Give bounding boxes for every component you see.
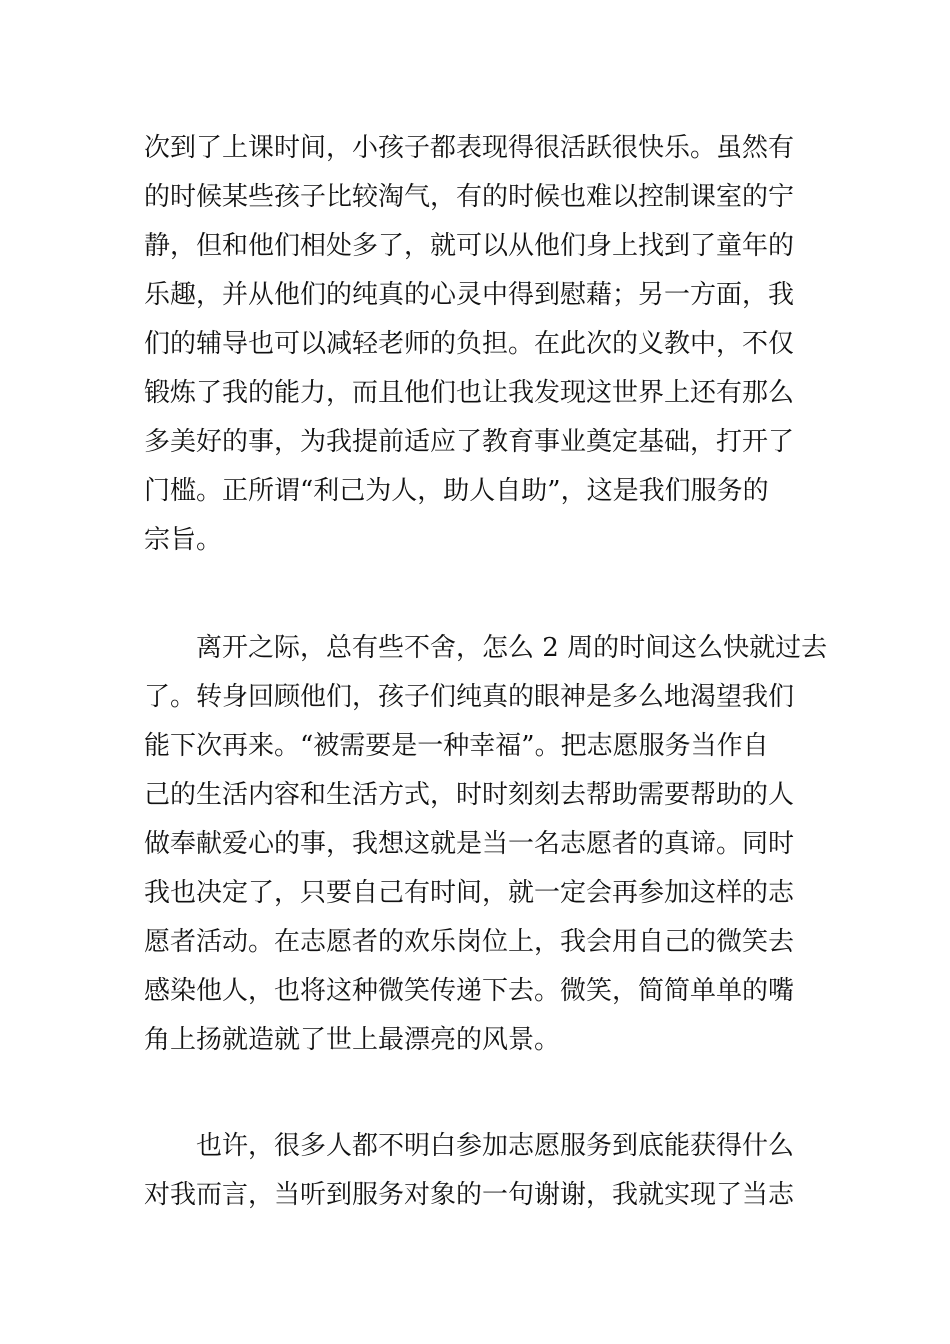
text-line: 做奉献爱心的事，我想这就是当一名志愿者的真谛。同时 xyxy=(144,829,795,859)
text-line: 宗旨。 xyxy=(144,525,223,555)
text-line: 乐趣，并从他们的纯真的心灵中得到慰藉；另一方面，我 xyxy=(144,280,795,310)
text-line: 我也决定了，只要自己有时间，就一定会再参加这样的志 xyxy=(144,878,795,908)
text-line: 角上扬就造就了世上最漂亮的风景。 xyxy=(144,1025,561,1055)
text-line: 己的生活内容和生活方式，时时刻刻去帮助需要帮助的人 xyxy=(144,780,795,810)
paragraph-2 xyxy=(144,624,828,1065)
paragraph-3 xyxy=(144,1122,814,1220)
text-line: 门槛。正所谓“利己为人，助人自助”，这是我们服务的 xyxy=(144,476,769,506)
text-line: 感染他人，也将这种微笑传递下去。微笑，简简单单的嘴 xyxy=(144,976,795,1006)
paragraph-1 xyxy=(144,124,814,565)
text-line: 静，但和他们相处多了，就可以从他们身上找到了童年的 xyxy=(144,231,795,261)
text-line: 了。转身回顾他们，孩子们纯真的眼神是多么地渴望我们 xyxy=(144,682,795,712)
text-line: 也许，很多人都不明白参加志愿服务到底能获得什么 xyxy=(196,1131,795,1161)
text-line: 离开之际，总有些不舍，怎么 2 周的时间这么快就过去 xyxy=(196,633,828,663)
text-line: 对我而言，当听到服务对象的一句谢谢，我就实现了当志 xyxy=(144,1180,795,1210)
text-line: 能下次再来。“被需要是一种幸福”。把志愿服务当作自 xyxy=(144,731,769,761)
text-line: 愿者活动。在志愿者的欢乐岗位上，我会用自己的微笑去 xyxy=(144,927,795,957)
text-line: 锻炼了我的能力，而且他们也让我发现这世界上还有那么 xyxy=(144,378,795,408)
text-line: 次到了上课时间，小孩子都表现得很活跃很快乐。虽然有 xyxy=(144,133,795,163)
text-line: 的时候某些孩子比较淘气，有的时候也难以控制课室的宁 xyxy=(144,182,795,212)
text-line: 们的辅导也可以减轻老师的负担。在此次的义教中，不仅 xyxy=(144,329,795,359)
text-line: 多美好的事，为我提前适应了教育事业奠定基础，打开了 xyxy=(144,427,795,457)
